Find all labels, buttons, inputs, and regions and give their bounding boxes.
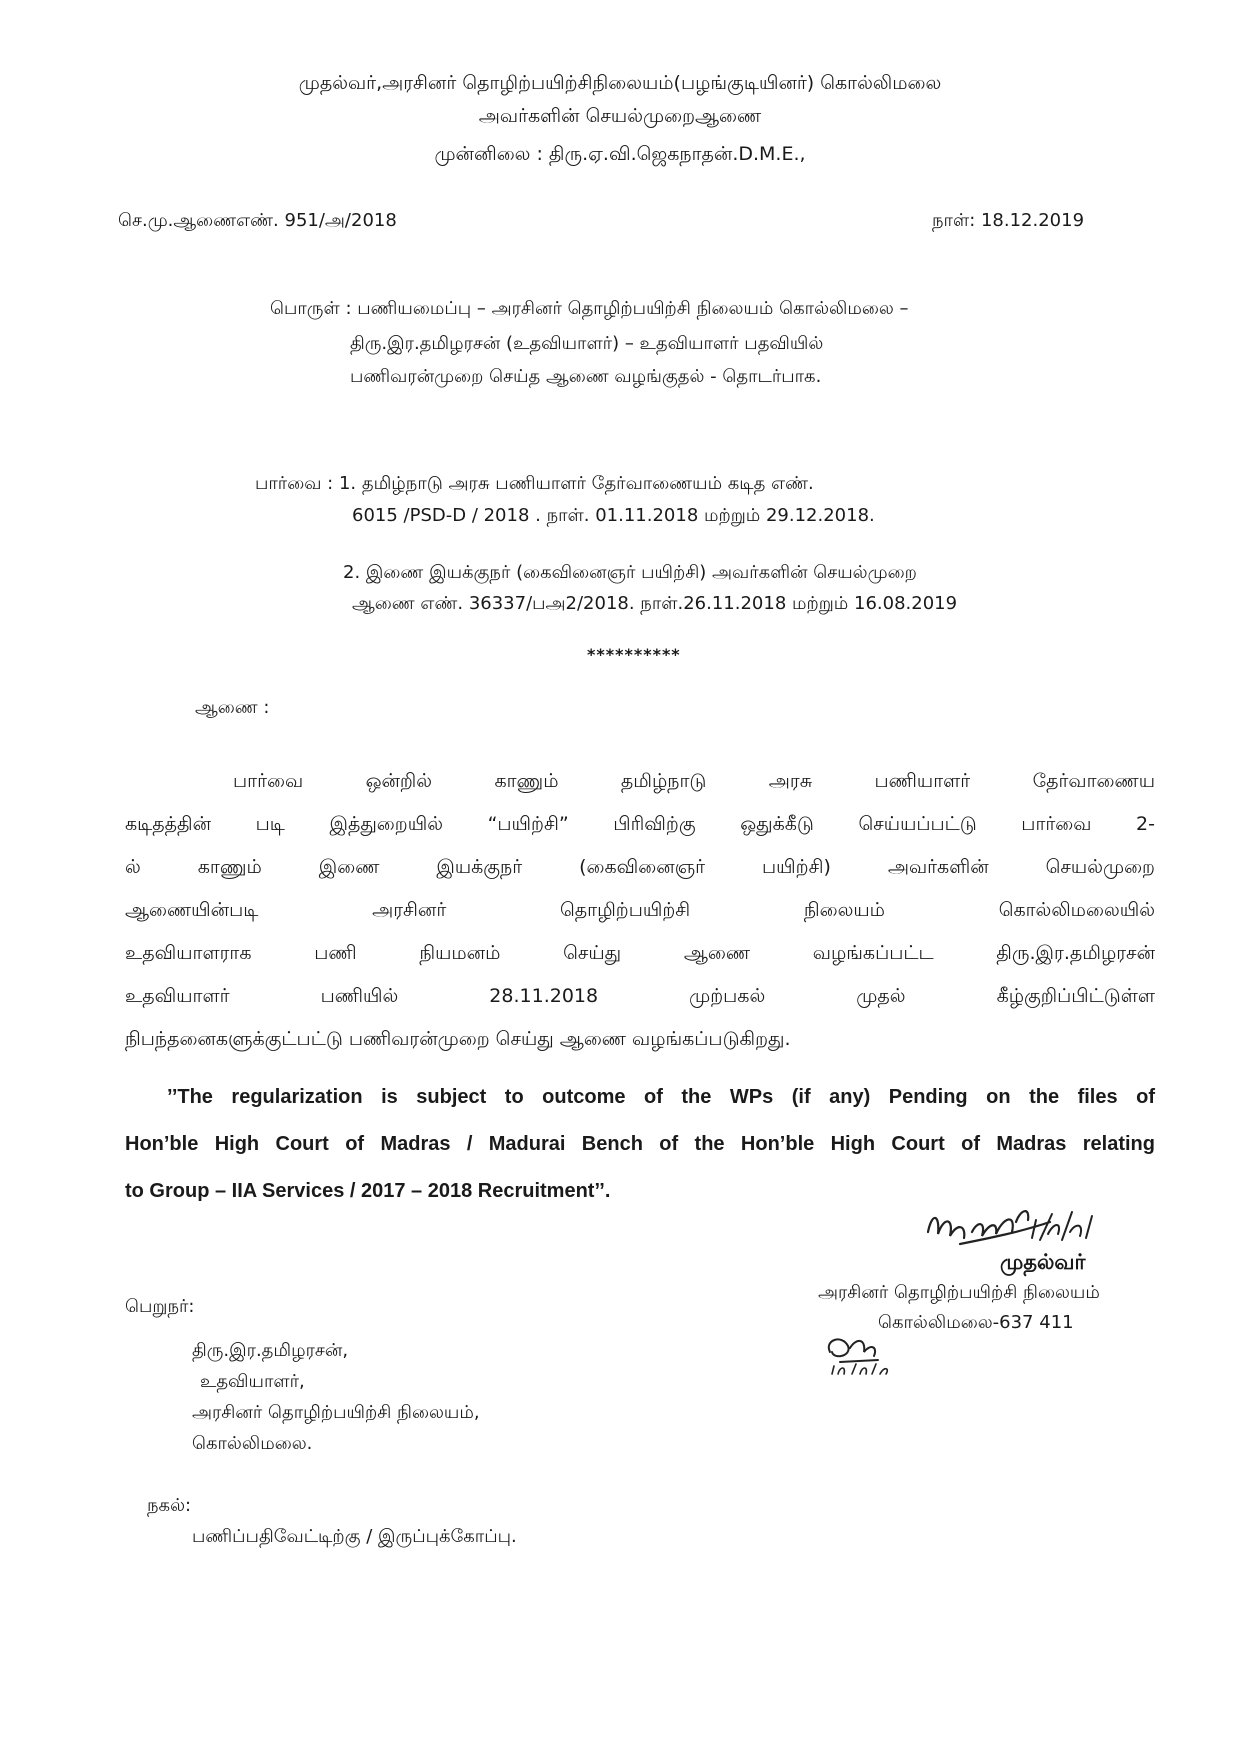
english-line: Hon’ble High Court of Madras / Madurai Bench of the Hon’ble High Court of Madras relating xyxy=(125,1133,1155,1155)
signatory-place: கொல்லிமலை-637 411 xyxy=(878,1312,1074,1333)
recipient-place: கொல்லிமலை. xyxy=(192,1433,313,1454)
order-number: செ.மு.ஆணைஎண். 951/அ/2018 xyxy=(118,210,397,231)
initials-date xyxy=(840,1362,845,1363)
body-line: நிபந்தனைகளுக்குட்பட்டு பணிவரன்முறை செய்து ஆணை வழங்கப்படுகிறது. xyxy=(125,1028,791,1050)
recipient-office: அரசினர் தொழிற்பயிற்சி நிலையம், xyxy=(192,1402,480,1423)
subject-line-3: பணிவரன்முறை செய்த ஆணை வழங்குதல் - தொடர்பாக. xyxy=(350,366,822,387)
header-line-1: முதல்வர்,அரசினர் தொழிற்பயிற்சிநிலையம்(பழங்குடியினர்) கொல்லிமலை xyxy=(298,72,942,94)
separator-stars: ********** xyxy=(587,645,681,664)
reference-2-line-1: 2. இணை இயக்குநர் (கைவினைஞர் பயிற்சி) அவர்களின் செயல்முறை xyxy=(343,562,917,583)
body-line: ல் காணும் இணை இயக்குநர் (கைவினைஞர் பயிற்சி) அவர்களின் செயல்முறை xyxy=(125,856,1155,878)
subject-line-1: பொருள் : பணியமைப்பு – அரசினர் தொழிற்பயிற்சி நிலையம் கொல்லிமலை – xyxy=(270,298,909,319)
subject-line-2: திரு.இர.தமிழரசன் (உதவியாளர்) – உதவியாளர் பதவியில் xyxy=(350,333,824,354)
recipient-name: திரு.இர.தமிழரசன், xyxy=(192,1340,349,1361)
english-line: to Group – IIA Services / 2017 – 2018 Recruitment’’. xyxy=(125,1180,611,1202)
reference-2-line-2: ஆணை எண். 36337/பஅ2/2018. நாள்.26.11.2018 மற்றும் 16.08.2019 xyxy=(352,593,958,614)
reference-1-line-1: பார்வை : 1. தமிழ்நாடு அரசு பணியாளர் தேர்வாணையம் கடித எண். xyxy=(255,473,814,494)
reference-1-line-2: 6015 /PSD-D / 2018 . நாள். 01.11.2018 மற்றும் 29.12.2018. xyxy=(352,505,875,526)
body-line: பார்வை ஒன்றில் காணும் தமிழ்நாடு அரசு பணியாளர் தேர்வாணைய xyxy=(233,770,1155,792)
header-line-2: அவர்களின் செயல்முறைஆணை xyxy=(478,105,762,127)
handwritten-initials xyxy=(820,1330,940,1380)
body-line: உதவியாளராக பணி நியமனம் செய்து ஆணை வழங்கப்பட்ட திரு.இர.தமிழரசன் xyxy=(125,942,1155,964)
recipient-designation: உதவியாளர், xyxy=(200,1371,305,1392)
english-line: ’’The regularization is subject to outcome of the WPs (if any) Pending on the files of xyxy=(167,1086,1155,1108)
order-label: ஆணை : xyxy=(195,697,270,718)
body-line: ஆணையின்படி அரசினர் தொழிற்பயிற்சி நிலையம் கொல்லிமலையில் xyxy=(125,899,1155,921)
signature-date xyxy=(1030,1212,1035,1213)
header-line-3: முன்னிலை : திரு.ஏ.வி.ஜெகநாதன்.D.M.E., xyxy=(434,143,806,165)
signatory-title: முதல்வர் xyxy=(1000,1250,1086,1274)
signatory-office: அரசினர் தொழிற்பயிற்சி நிலையம் xyxy=(818,1282,1100,1303)
order-body-paragraph xyxy=(125,760,1155,1061)
copy-label: நகல்: xyxy=(147,1495,192,1516)
recipient-label: பெறுநர்: xyxy=(125,1296,195,1317)
body-line: உதவியாளர் பணியில் 28.11.2018 முற்பகல் முதல் கீழ்குறிப்பிட்டுள்ள xyxy=(125,985,1155,1007)
order-date: நாள்: 18.12.2019 xyxy=(932,210,1085,231)
copy-text: பணிப்பதிவேட்டிற்கு / இருப்புக்கோப்பு. xyxy=(192,1526,517,1547)
body-line: கடிதத்தின் படி இத்துறையில் “பயிற்சி” பிரிவிற்கு ஒதுக்கீடு செய்யப்பட்டு பார்வை 2- xyxy=(125,813,1155,835)
